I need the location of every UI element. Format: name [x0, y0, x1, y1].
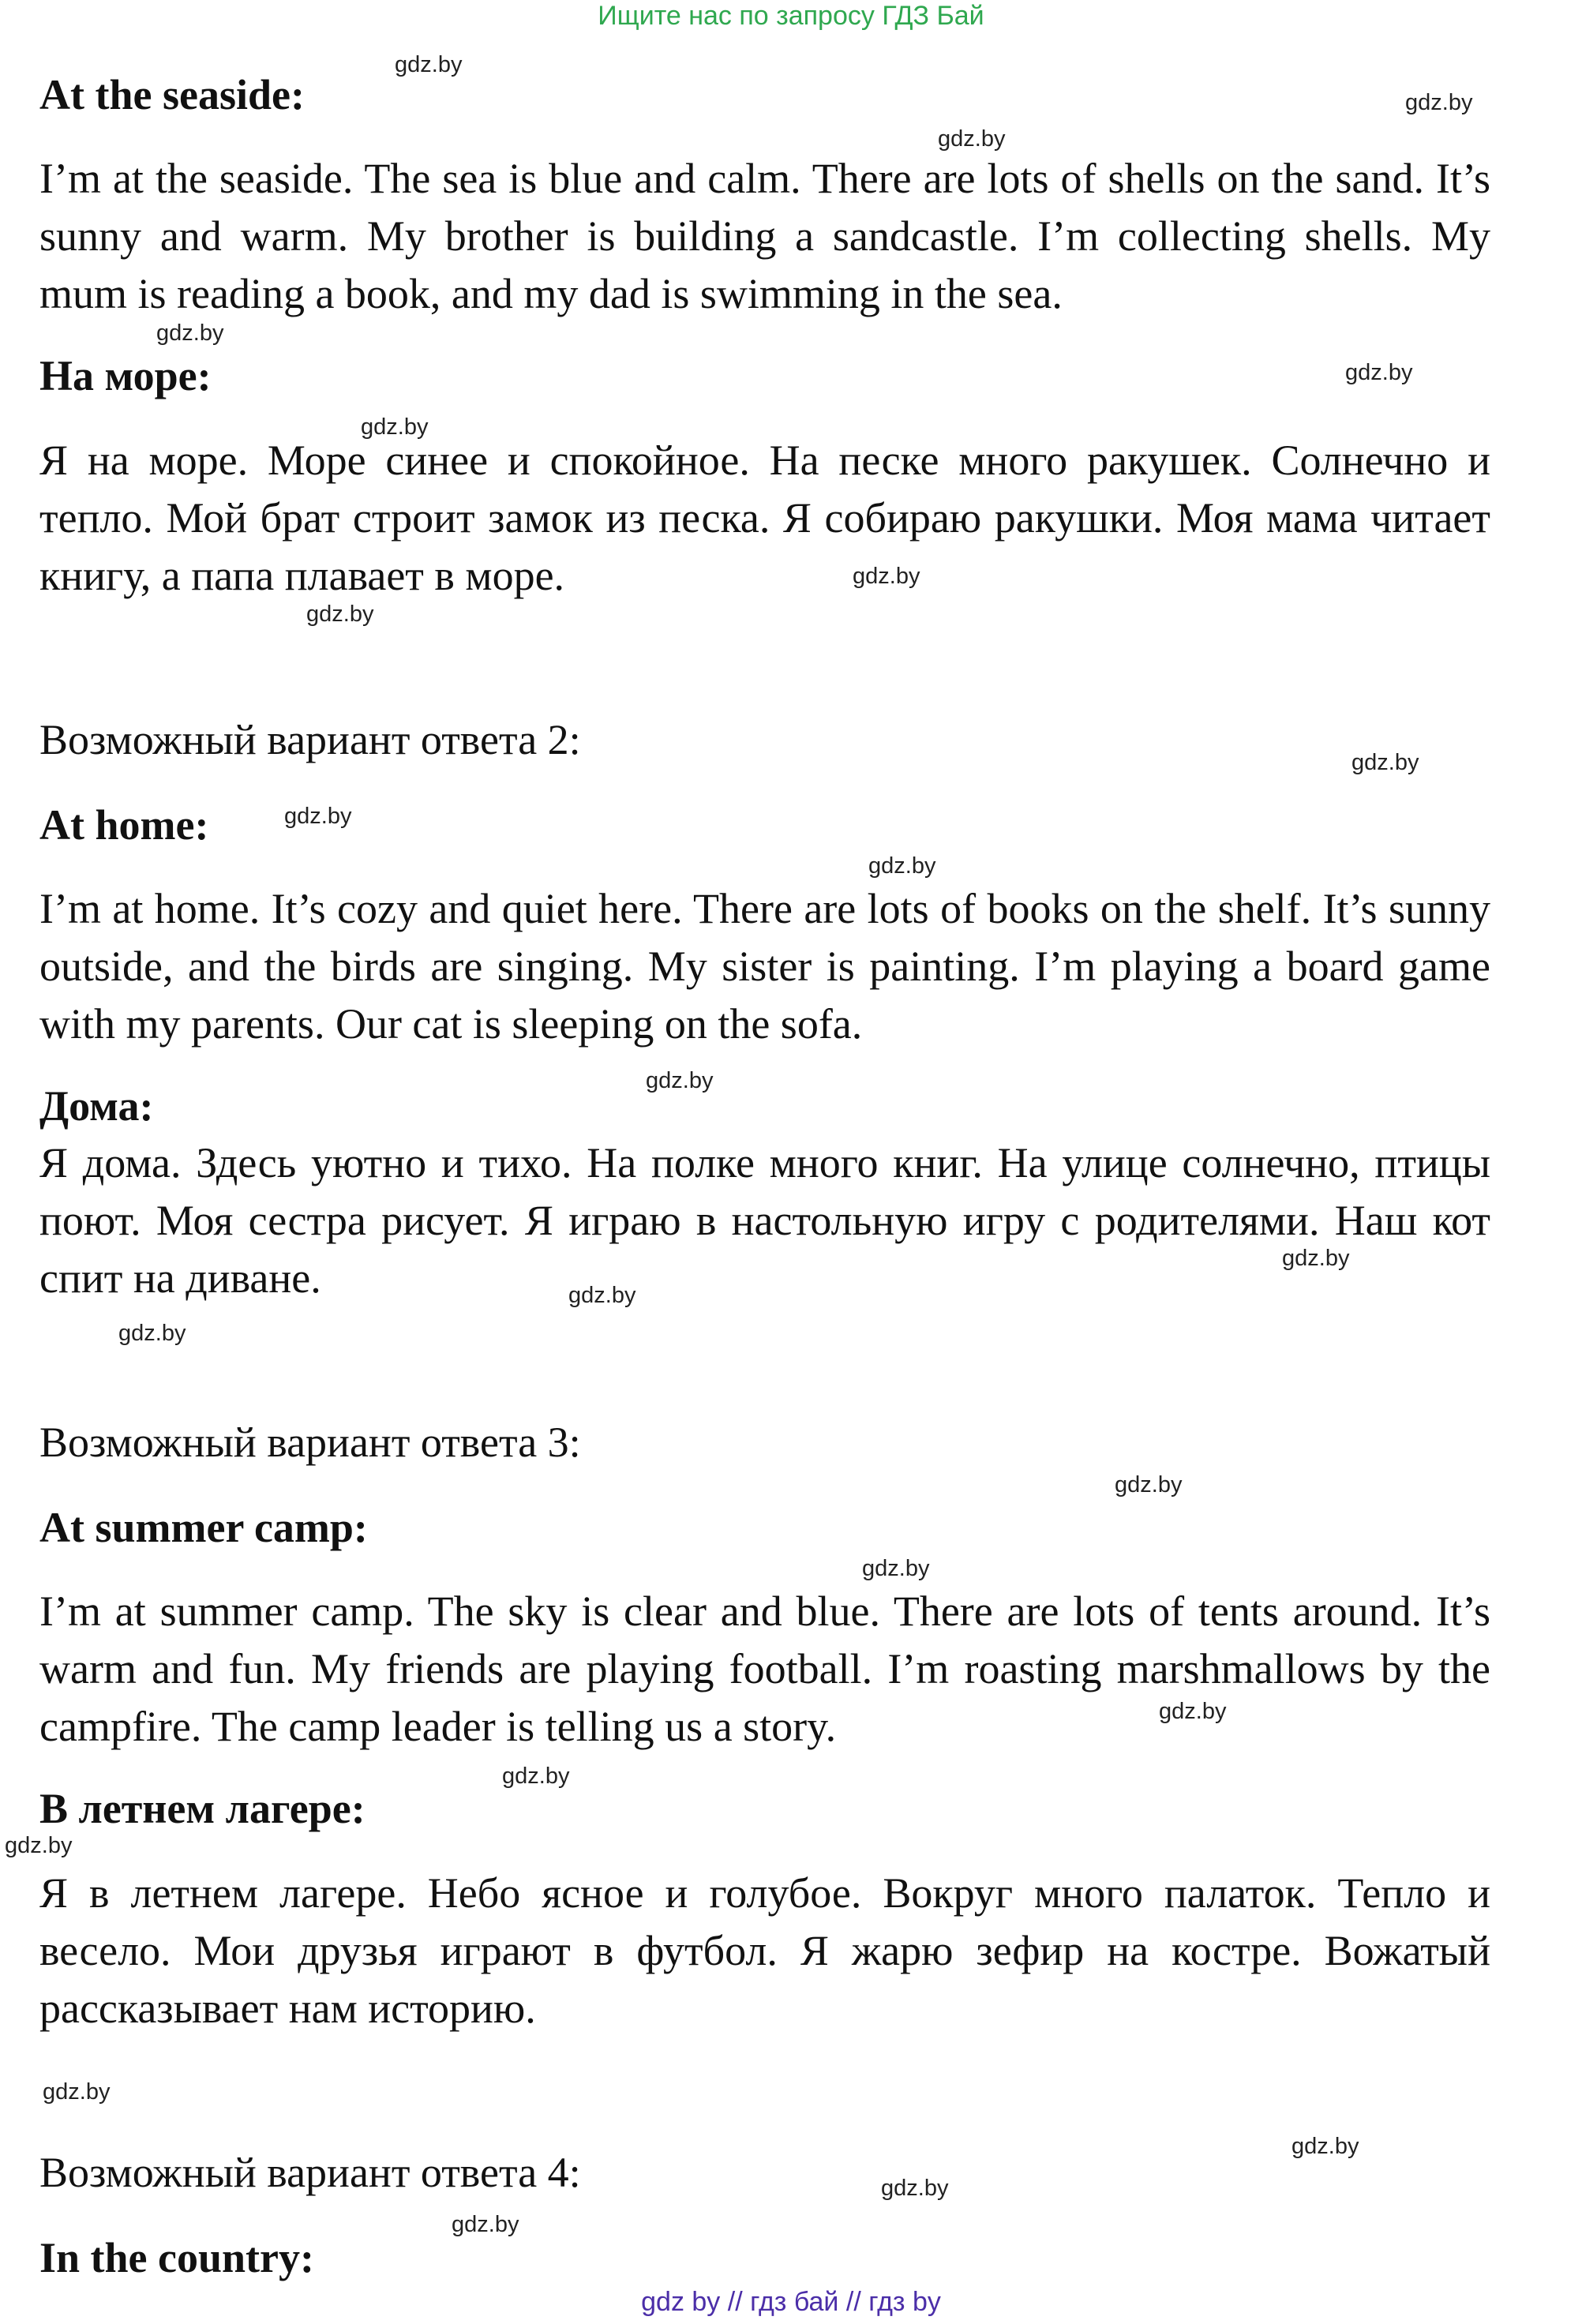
- watermark: gdz.by: [1159, 1699, 1227, 1724]
- watermark: gdz.by: [938, 126, 1006, 152]
- watermark: gdz.by: [5, 1833, 73, 1858]
- variant-3-label: Возможный вариант ответа 3:: [39, 1419, 581, 1466]
- watermark: gdz.by: [361, 414, 429, 440]
- paragraph-home-en: I’m at home. It’s cozy and quiet here. There are lots of books on the shelf. It’s sunny outside, and the birds are singing. My sister is painting. I’m playing a board game with my parents. Our cat is sleeping on the sofa.: [39, 885, 1490, 1048]
- heading-na-more: На море:: [39, 352, 212, 399]
- watermark: gdz.by: [881, 2176, 949, 2201]
- watermark: gdz.by: [156, 320, 224, 346]
- watermark: gdz.by: [1291, 2134, 1359, 2159]
- paragraph-seaside-ru: Я на море. Море синее и спокойное. На песке много ракушек. Солнечно и тепло. Мой брат строит замок из песка. Я собираю ракушки. Моя мама читает книгу, а папа плавает в море.: [39, 437, 1490, 599]
- watermark: gdz.by: [43, 2079, 111, 2105]
- watermark: gdz.by: [646, 1068, 714, 1093]
- paragraph-seaside-en: I’m at the seaside. The sea is blue and calm. There are lots of shells on the sand. It’s sunny and warm. My brother is building a sandcastle. I’m collecting shells. My mum is reading a book, and my dad is swimming in the sea.: [39, 155, 1490, 317]
- variant-4-label: Возможный вариант ответа 4:: [39, 2149, 581, 2196]
- watermark: gdz.by: [868, 853, 936, 879]
- watermark: gdz.by: [1405, 90, 1473, 115]
- watermark: gdz.by: [862, 1556, 930, 1581]
- footer-links[interactable]: gdz by // гдз бай // гдз by: [641, 2287, 941, 2317]
- heading-v-letnem-lagere: В летнем лагере:: [39, 1785, 366, 1832]
- heading-at-home: At home:: [39, 801, 209, 849]
- watermark: gdz.by: [118, 1321, 186, 1346]
- heading-at-the-seaside: At the seaside:: [39, 71, 305, 118]
- heading-doma: Дома:: [39, 1082, 154, 1130]
- watermark: gdz.by: [395, 52, 463, 77]
- paragraph-camp-en: I’m at summer camp. The sky is clear and blue. There are lots of tents around. It’s warm and fun. My friends are playing football. I’m roasting marshmallows by the campfire. The camp leader is telling us a story.: [39, 1587, 1490, 1750]
- watermark: gdz.by: [1345, 360, 1413, 385]
- watermark: gdz.by: [1115, 1472, 1183, 1497]
- watermark: gdz.by: [1282, 1246, 1350, 1271]
- watermark: gdz.by: [452, 2212, 519, 2237]
- watermark: gdz.by: [284, 804, 352, 829]
- variant-2-label: Возможный вариант ответа 2:: [39, 716, 581, 763]
- heading-at-summer-camp: At summer camp:: [39, 1504, 368, 1551]
- paragraph-camp-ru: Я в летнем лагере. Небо ясное и голубое. Вокруг много палаток. Тепло и весело. Мои друзья играют в футбол. Я жарю зефир на костре. Вожатый рассказывает нам историю.: [39, 1869, 1490, 2032]
- watermark: gdz.by: [568, 1283, 636, 1308]
- watermark: gdz.by: [502, 1764, 570, 1789]
- heading-in-the-country: In the country:: [39, 2234, 314, 2281]
- watermark: gdz.by: [853, 564, 920, 589]
- watermark: gdz.by: [1351, 750, 1419, 775]
- watermark: gdz.by: [306, 602, 374, 627]
- top-banner[interactable]: Ищите нас по запросу ГДЗ Бай: [598, 1, 984, 31]
- paragraph-home-ru: Я дома. Здесь уютно и тихо. На полке много книг. На улице солнечно, птицы поют. Моя сестра рисует. Я играю в настольную игру с родителями. Наш кот спит на диване.: [39, 1139, 1490, 1302]
